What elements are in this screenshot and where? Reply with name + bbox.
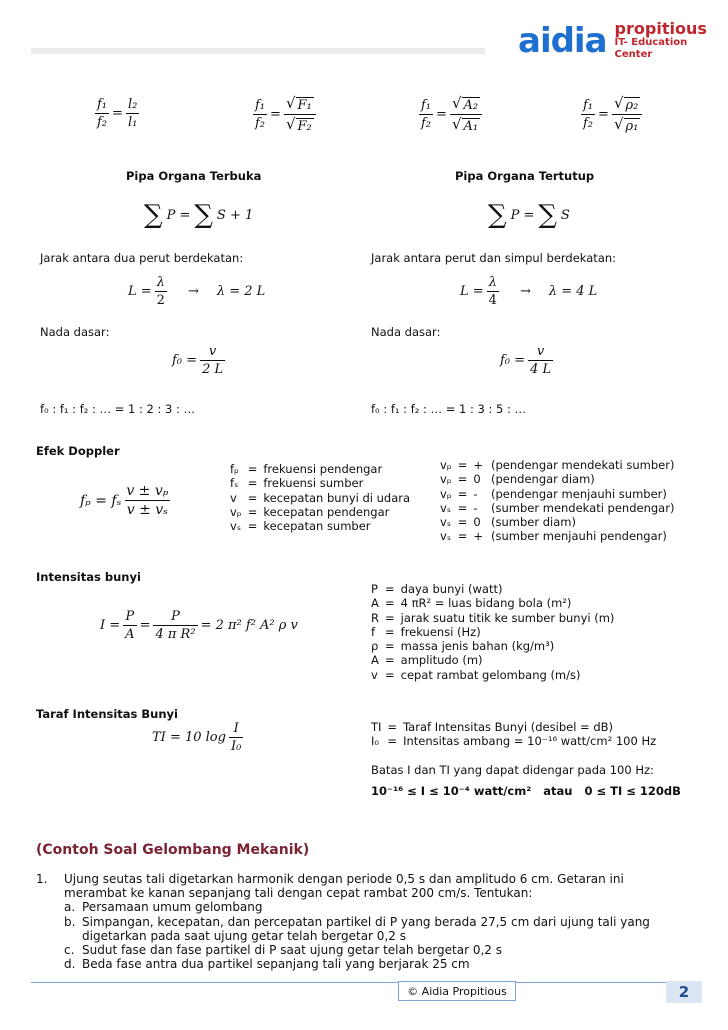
doppler-definitions (230, 463, 410, 534)
open-pipe-sum-formula: ∑ P = ∑ S + 1 (144, 200, 254, 230)
header-bar (31, 48, 485, 54)
example-heading: (Contoh Soal Gelombang Mekanik) (36, 842, 310, 858)
brand-tagline-top: propitious (614, 19, 707, 38)
footer-copyright-box (398, 981, 516, 1001)
definition-row: TI = Taraf Intensitas Bunyi (desibel = dB) (371, 720, 614, 734)
open-pipe-length-formula: L = $\frac{\lambda}{2}$ → λ = 2 L (128, 275, 266, 308)
sign-row: vₚ = 0 (pendengar diam) (440, 472, 595, 487)
definition-row: vₛ = kecepatan sumber (230, 519, 371, 534)
definition-row: R = jarak suatu titik ke sumber bunyi (m) (371, 610, 615, 625)
open-pipe-title: Pipa Organa Terbuka (126, 169, 262, 183)
hearing-range-value: 10⁻¹⁶ ≤ I ≤ 10⁻⁴ watt/cm² atau 0 ≤ TI ≤ 120dB (371, 784, 681, 798)
closed-pipe-fundamental-label: Nada dasar: (371, 325, 441, 339)
definition-row: I₀ = Intensitas ambang = 10⁻¹⁶ watt/cm² 100 Hz (371, 734, 657, 749)
question-item-d: d. Beda fase antra dua partikel sepanjang tali yang berjarak 25 cm (64, 957, 470, 972)
definition-row: A = amplitudo (m) (371, 653, 483, 668)
definition-row: v = cepat rambat gelombang (m/s) (371, 667, 581, 682)
definition-row: fₚ = frekuensi pendengar (230, 462, 383, 476)
ratio-formula-tension: $\frac{\text{f₁}}{\text{f₂}}$ = √ F₁ √ F₂ (250, 96, 319, 133)
definition-row: f = frekuensi (Hz) (371, 624, 481, 639)
ratio-formula-density: $\frac{\text{f₁}}{\text{f₂}}$ = √ ρ₂ √ ρ₁ (578, 96, 645, 133)
open-pipe-fundamental-label: Nada dasar: (40, 325, 110, 339)
page-number: 2 (678, 983, 690, 1001)
open-pipe-fundamental-formula: f₀ = $\frac{v}{2 L}$ (172, 344, 224, 377)
sign-row: vₚ = - (pendengar menjauhi sumber) (440, 486, 667, 501)
definition-row: P = daya bunyi (watt) (371, 582, 503, 596)
intensity-definitions (371, 583, 614, 683)
page-number-box (666, 981, 702, 1003)
brand-tagline-bottom: IT- Education Center (614, 37, 688, 60)
question-item-a: a. Persamaan umum gelombang (64, 900, 263, 915)
footer-copyright: © Aidia Propitious (407, 984, 507, 998)
closed-pipe-title: Pipa Organa Tertutup (455, 169, 595, 183)
intensity-heading: Intensitas bunyi (36, 570, 141, 584)
closed-pipe-sum-formula: ∑ P = ∑ S (488, 200, 570, 230)
example-question (36, 872, 696, 971)
brand-logo (518, 20, 728, 61)
closed-pipe-length-formula: L = $\frac{\lambda}{4}$ → λ = 4 L (460, 275, 598, 308)
doppler-heading: Efek Doppler (36, 444, 120, 458)
closed-pipe-distance-label: Jarak antara perut dan simpul berdekatan: (371, 251, 617, 265)
definition-row: ρ = massa jenis bahan (kg/m³) (371, 639, 555, 654)
question-item-b: b. Simpangan, kecepatan, dan percepatan partikel di P yang berada 27,5 cm dari ujung tali yang (64, 914, 650, 929)
ratio-formula-area: $\frac{\text{f₁}}{\text{f₂}}$ = √ A₂ √ A₁ (416, 96, 485, 133)
doppler-formula: fₚ = fₛ $\frac{\text{v ± vₚ}}{\text{v ± vₛ}}$ (80, 483, 169, 518)
question-item-c: c. Sudut fase dan fase partikel di P saat ujung getar telah bergetar 0,2 s (64, 943, 502, 958)
doppler-sign-conventions (440, 459, 674, 545)
closed-pipe-fundamental-formula: f₀ = $\frac{v}{4 L}$ (500, 344, 552, 377)
footer-rule-right (516, 982, 666, 983)
ratio-formula-length: $\frac{\text{f₁}}{\text{f₂}}$ = $\frac{\text{l₂}}{\text{l₁}}$ (97, 97, 138, 130)
intensity-level-heading: Taraf Intensitas Bunyi (36, 707, 178, 721)
intensity-level-formula: TI = 10 log $\frac{I}{\text{I₀}}$ (152, 721, 242, 754)
footer-rule (31, 982, 398, 983)
sign-row: vₛ = 0 (sumber diam) (440, 515, 576, 530)
closed-pipe-harmonic-ratio: f₀ : f₁ : f₂ : … = 1 : 3 : 5 : … (371, 402, 526, 416)
definition-row: fₛ = frekuensi sumber (230, 476, 364, 491)
question-item-b-continued: digetarkan pada saat ujung getar telah bergetar 0,2 s (82, 928, 406, 943)
hearing-range-label: Batas I dan TI yang dapat didengar pada 100 Hz: (371, 763, 654, 777)
question-line: 1. Ujung seutas tali digetarkan harmonik dengan periode 0,5 s dan amplitudo 6 cm. Getaran ini (36, 872, 624, 886)
definition-row: vₚ = kecepatan pendengar (230, 504, 390, 519)
open-pipe-distance-label: Jarak antara dua perut berdekatan: (40, 251, 244, 265)
definition-row: v = kecepatan bunyi di udara (230, 490, 411, 505)
intensity-level-definitions (371, 721, 656, 750)
definition-row: A = 4 πR² = luas bidang bola (m²) (371, 596, 572, 611)
brand-name: aidia (518, 20, 607, 61)
sign-row: vₛ = - (sumber mendekati pendengar) (440, 500, 675, 515)
sign-row: vₚ = + (pendengar mendekati sumber) (440, 458, 675, 472)
open-pipe-harmonic-ratio: f₀ : f₁ : f₂ : … = 1 : 2 : 3 : … (40, 402, 195, 416)
intensity-formula: I = $\frac{P}{A}$ = $\frac{P}{\text{4 π R²}}$ = 2 π² f² A² ρ v (100, 609, 298, 642)
sign-row: vₛ = + (sumber menjauhi pendengar) (440, 529, 667, 544)
question-line: merambat ke kanan sepanjang tali dengan cepat rambat 200 cm/s. Tentukan: (64, 886, 533, 901)
